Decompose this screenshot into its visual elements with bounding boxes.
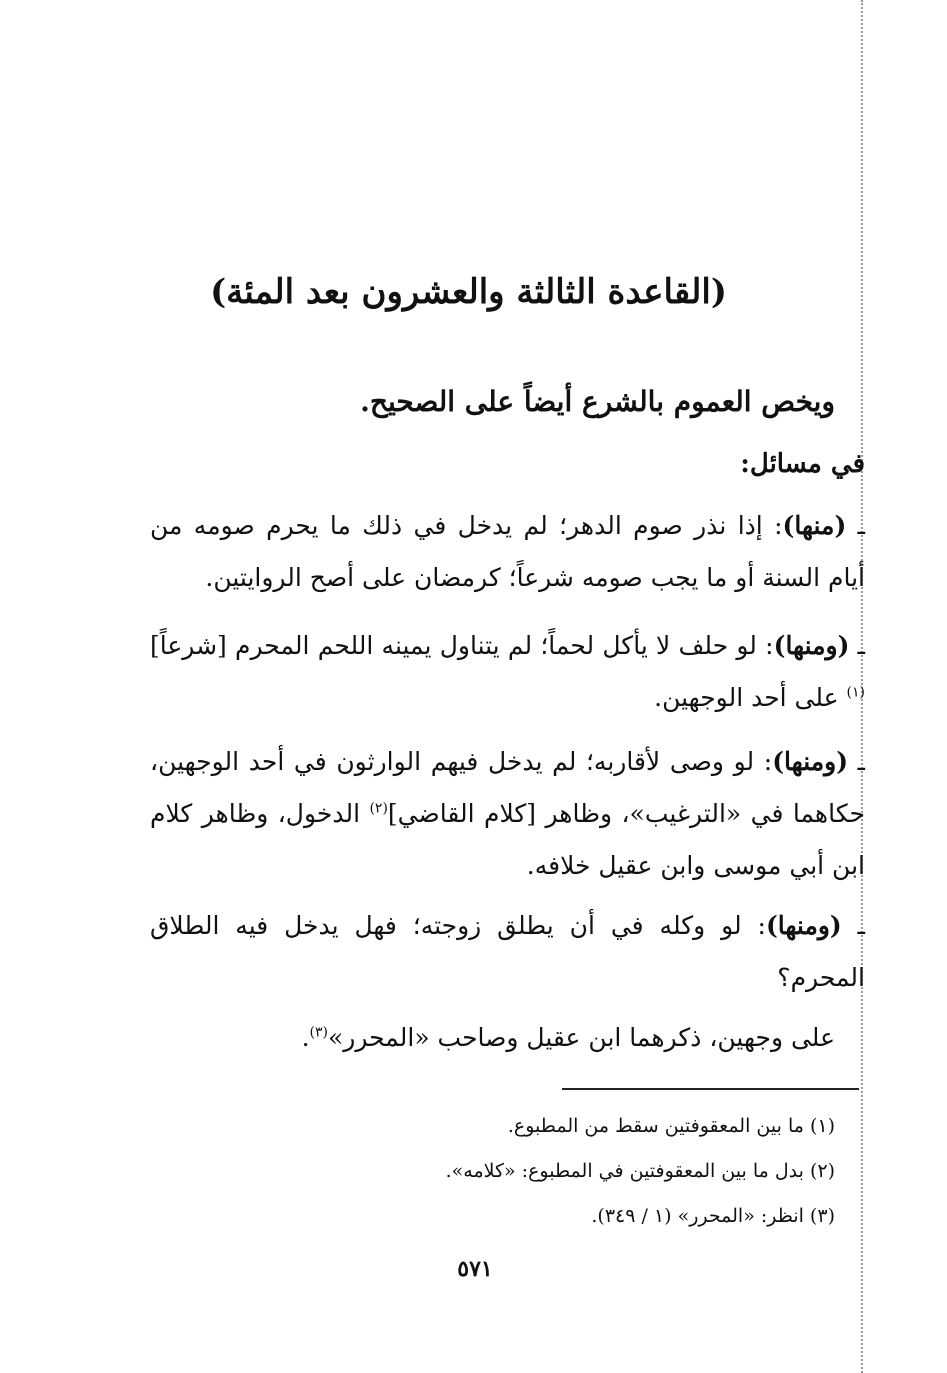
dash-marker: ـ <box>857 511 865 540</box>
paragraph-3 <box>150 736 865 892</box>
footnote-ref-2[interactable]: (٢) <box>369 800 388 817</box>
paragraph-text: : لو حلف لا يأكل لحماً؛ لم يتناول يمينه اللحم المحرم [شرعاً] <box>150 631 774 660</box>
paragraph-text: على وجهين، ذكرهما ابن عقيل وصاحب «المحرر» <box>328 1023 835 1052</box>
footnote-ref-1[interactable]: (١) <box>846 684 865 701</box>
dash-marker: ـ <box>857 747 865 776</box>
paragraph-text-tail: على أحد الوجهين. <box>654 683 847 712</box>
paragraph-4 <box>150 900 865 1004</box>
paragraph-text-tail: . <box>301 1023 310 1052</box>
dash-marker: ـ <box>857 631 865 660</box>
paragraph-text-tail: الدخول، وظاهر كلام ابن أبي موسى وابن عقيل خلافه. <box>150 799 865 880</box>
footnote-ref-3[interactable]: (٣) <box>309 1024 328 1041</box>
paragraph-5 <box>150 1012 835 1064</box>
paragraph-1 <box>150 500 865 604</box>
footnote-1: (١) ما بين المعقوفتين سقط من المطبوع. <box>507 1115 835 1137</box>
rule-title: (القاعدة الثالثة والعشرون بعد المئة) <box>210 272 727 312</box>
footnote-3: (٣) انظر: «المحرر» (١ / ٣٤٩). <box>591 1205 835 1227</box>
paragraph-lead: (ومنها) <box>772 747 849 776</box>
page-number: ٥٧١ <box>457 1256 493 1282</box>
paragraph-text: : إذا نذر صوم الدهر؛ لم يدخل في ذلك ما يحرم صومه من أيام السنة أو ما يجب صومه شرعاً؛ كرمضان على أصح الروايتين. <box>150 511 865 592</box>
footnote-2: (٢) بدل ما بين المعقوفتين في المطبوع: «كلامه». <box>445 1160 835 1182</box>
footnotes <box>195 1104 835 1239</box>
paragraph-text: : لو وصى لأقاربه؛ لم يدخل فيهم الوارثون في أحد الوجهين، حكاهما في «الترغيب»، وظاهر [كلام القاضي] <box>150 747 865 828</box>
intro-statement: ويخص العموم بالشرع أيضاً على الصحيح. <box>360 385 835 418</box>
paragraph-lead: (ومنها) <box>765 911 842 940</box>
paragraph-lead: (ومنها) <box>773 631 850 660</box>
intro-subheading: في مسائل: <box>740 449 865 479</box>
dash-marker: ـ <box>857 911 865 940</box>
footnote-separator <box>562 1088 859 1090</box>
paragraph-2 <box>150 620 865 724</box>
paragraph-lead: (منها) <box>782 511 847 540</box>
paragraph-text: : لو وكله في أن يطلق زوجته؛ فهل يدخل فيه الطلاق المحرم؟ <box>150 911 865 992</box>
